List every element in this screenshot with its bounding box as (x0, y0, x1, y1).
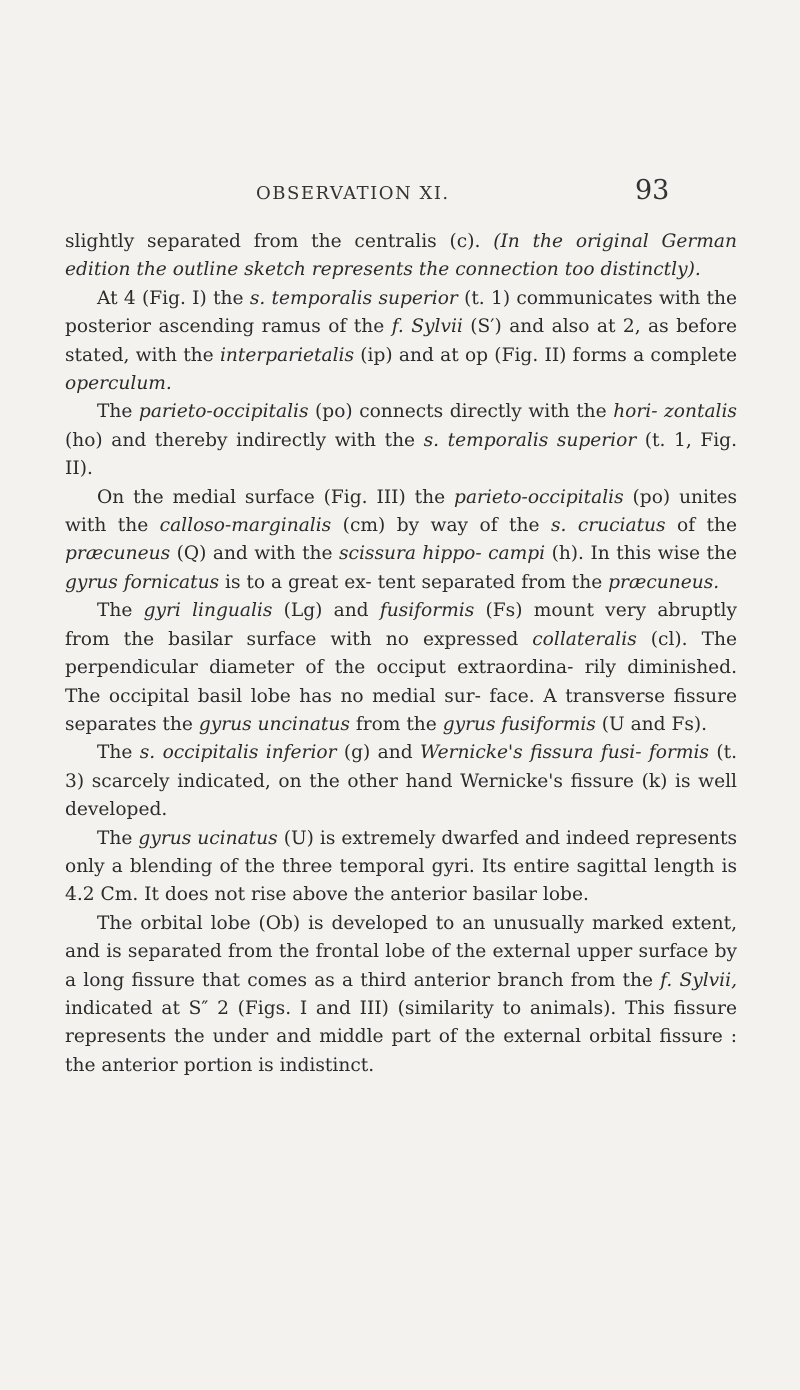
latin-term: collateralis (532, 628, 637, 650)
latin-term: hori- zontalis (613, 401, 737, 423)
text-run: (cl). The perpendicular diameter of the occiput extraordina- rily diminished. The occipital basil lobe has no medial sur- face. A transverse fissure separates the (65, 628, 737, 735)
text-run: (t. 1, Fig. II). (65, 429, 737, 480)
text-run: (S′) and also at 2, as before stated, with the (65, 316, 738, 366)
text-run: of the (665, 515, 737, 537)
latin-term: præcuneus. (608, 571, 720, 593)
latin-term: scissura hippo- campi (339, 543, 546, 565)
paragraph (65, 597, 737, 739)
text-run: The (97, 600, 144, 622)
text-run: (ip) and at op (Fig. II) forms a complete (354, 344, 737, 366)
text-run: (ho) and thereby indirectly with the (65, 429, 424, 451)
latin-term: præcuneus (65, 543, 171, 565)
text-run: (U) is extremely dwarfed and indeed represents only a blending of the three temporal gyri. Its entire sagittal length is 4.2 Cm. It does not rise above the anterior basilar lobe. (65, 827, 737, 906)
latin-term: s. occipitalis inferior (139, 742, 337, 764)
text-run: (t. 3) scarcely indicated, on the other hand Wernicke's fissure (k) is well developed. (65, 742, 737, 821)
paragraph (65, 285, 737, 399)
latin-term: Wernicke's fissura fusi- formis (419, 742, 709, 764)
text-run: On the medial surface (Fig. III) the (97, 486, 455, 508)
text-run: indicated at S″ 2 (Figs. I and III) (similarity to animals). This fissure represents the under and middle part of the external orbital fissure : the anterior portion is indistinct. (65, 997, 737, 1076)
latin-term: gyrus uncinatus (198, 713, 350, 735)
latin-term: gyri lingualis (143, 600, 273, 622)
latin-term: f. Sylvii, (660, 969, 737, 991)
text-run: (Fs) mount very abruptly from the basilar surface with no expressed (65, 600, 738, 650)
body-text (65, 228, 737, 1080)
paragraph (65, 910, 737, 1080)
page-number: 93 (635, 175, 670, 206)
text-run: slightly separated from the centralis (c). (65, 231, 494, 252)
latin-term: s. temporalis superior (423, 429, 637, 451)
latin-term: gyrus fusiformis (442, 713, 596, 735)
latin-term: gyrus ucinatus (138, 827, 278, 849)
text-run: (po) connects directly with the (308, 401, 614, 423)
text-run: (po) unites with the (65, 486, 737, 537)
paragraph (65, 398, 737, 483)
text-run: is to a great ex- tent separated from the (219, 571, 609, 593)
text-run: from the (349, 713, 443, 735)
text-run: (U and Fs). (595, 713, 708, 735)
latin-term: s. temporalis superior (249, 287, 458, 309)
text-run: The (97, 827, 139, 849)
latin-term: f. Sylvii (391, 316, 463, 338)
text-run: (Q) and with the (170, 543, 340, 565)
paragraph (65, 484, 737, 598)
text-run: The orbital lobe (Ob) is developed to an unusually marked extent, and is separated from the frontal lobe of the external upper surface by a long fissure that comes as a third anterior branch from the (65, 912, 737, 991)
paragraph (65, 825, 737, 910)
paragraph (65, 228, 737, 285)
running-head: OBSERVATION XI. (256, 183, 450, 204)
text-run: (g) and (336, 742, 420, 764)
text-run: (t. 1) communicates with the posterior ascending ramus of the (65, 287, 737, 338)
latin-term: fusiformis (379, 600, 475, 622)
text-run: The (97, 742, 140, 764)
latin-term: s. cruciatus (550, 515, 666, 537)
paragraph (65, 739, 737, 824)
latin-term: interparietalis (219, 344, 355, 366)
text-run: The (97, 401, 139, 423)
page-header (0, 175, 800, 213)
italic-note: (In the original German edition the outline sketch represents the connection too distinctly). (65, 231, 737, 281)
latin-term: parieto-occipitalis (138, 401, 309, 423)
latin-term: gyrus fornicatus (65, 571, 220, 593)
text-run: At 4 (Fig. I) the (97, 287, 250, 309)
text-run: (Lg) and (272, 600, 380, 622)
latin-term: operculum. (65, 373, 172, 395)
text-run: (cm) by way of the (331, 515, 551, 537)
text-run: (h). In this wise the (545, 543, 737, 565)
latin-term: calloso-marginalis (159, 515, 332, 537)
latin-term: parieto-occipitalis (454, 486, 624, 508)
